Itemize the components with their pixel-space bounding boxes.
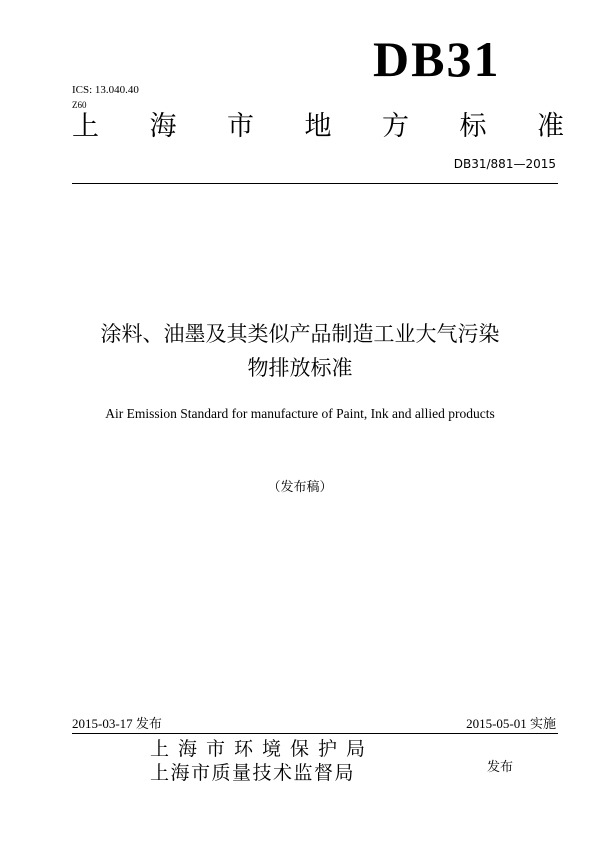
standard-type-char: 市	[227, 111, 254, 142]
implementation-date: 2015-05-01 实施	[466, 716, 556, 731]
standard-type-char: 上	[72, 111, 99, 142]
title-chinese-line-2: 物排放标准	[247, 356, 353, 380]
title-chinese-line-1: 涂料、油墨及其类似产品制造工业大气污染	[100, 322, 500, 346]
standard-type-char: 地	[304, 111, 332, 142]
publish-label: 发布	[487, 760, 514, 775]
issuer-environmental-bureau: 上海市环境保护局	[150, 738, 375, 760]
ccs-code: Z60	[72, 100, 87, 110]
standard-number: DB31/881—2015	[453, 157, 556, 171]
standard-code-logo: DB31	[373, 31, 501, 87]
standard-type-heading	[72, 112, 564, 142]
standard-type-char: 海	[149, 111, 177, 142]
ics-code: ICS: 13.040.40	[72, 84, 139, 96]
title-english: Air Emission Standard for manufacture of Paint, Ink and allied products	[105, 406, 495, 421]
standard-type-char: 标	[459, 111, 487, 142]
standard-type-char: 准	[537, 111, 564, 142]
bottom-divider	[72, 733, 558, 734]
top-divider	[72, 183, 558, 184]
standard-type-char: 方	[382, 111, 409, 142]
draft-status: （发布稿）	[267, 480, 333, 495]
issue-date: 2015-03-17 发布	[72, 716, 162, 731]
issuer-quality-bureau: 上海市质量技术监督局	[150, 762, 356, 784]
